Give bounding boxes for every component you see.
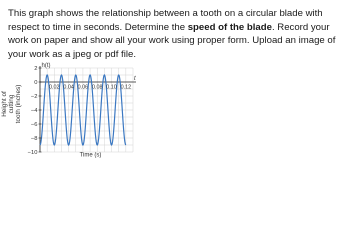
x-tick-label: 0.06 <box>77 84 89 91</box>
question-text <box>8 7 342 61</box>
x-tick-label: 0.08 <box>91 84 103 91</box>
x-axis-label: Time (s) <box>79 152 102 158</box>
y-tick-label: 0 <box>34 80 38 86</box>
x-tick-label: 0.10 <box>106 84 117 91</box>
y-axis-label-line2: tooth (inches) <box>15 84 22 124</box>
x-tick-label: 0.12 <box>120 84 132 91</box>
x-tick-label: 0.02 <box>49 84 60 91</box>
line-chart <box>0 58 160 158</box>
y-axis-label-line1: Height of cutting <box>1 91 15 117</box>
y-tick-label: −2 <box>30 94 38 100</box>
y-tick-label: −6 <box>30 122 38 128</box>
question-bold-phrase: speed of the blade <box>187 21 272 33</box>
y-tick-label: 2 <box>34 66 38 72</box>
y-tick-label: −10 <box>27 150 38 156</box>
question-text-part1: This graph shows the relationship between a tooth on a circular blade with respect to time in seconds. Determine the <box>8 8 323 33</box>
function-label: h(t) <box>41 63 51 69</box>
y-tick-label: −4 <box>30 108 38 114</box>
x-variable-label: t <box>134 76 136 82</box>
y-tick-label: −8 <box>30 136 38 142</box>
question-text-part2: . Record your work on paper and show all your work using proper form. Upload an image of your work as a jpeg or pdf file. <box>8 21 336 60</box>
x-tick-label: 0.04 <box>63 84 74 91</box>
chart-container <box>0 58 160 158</box>
